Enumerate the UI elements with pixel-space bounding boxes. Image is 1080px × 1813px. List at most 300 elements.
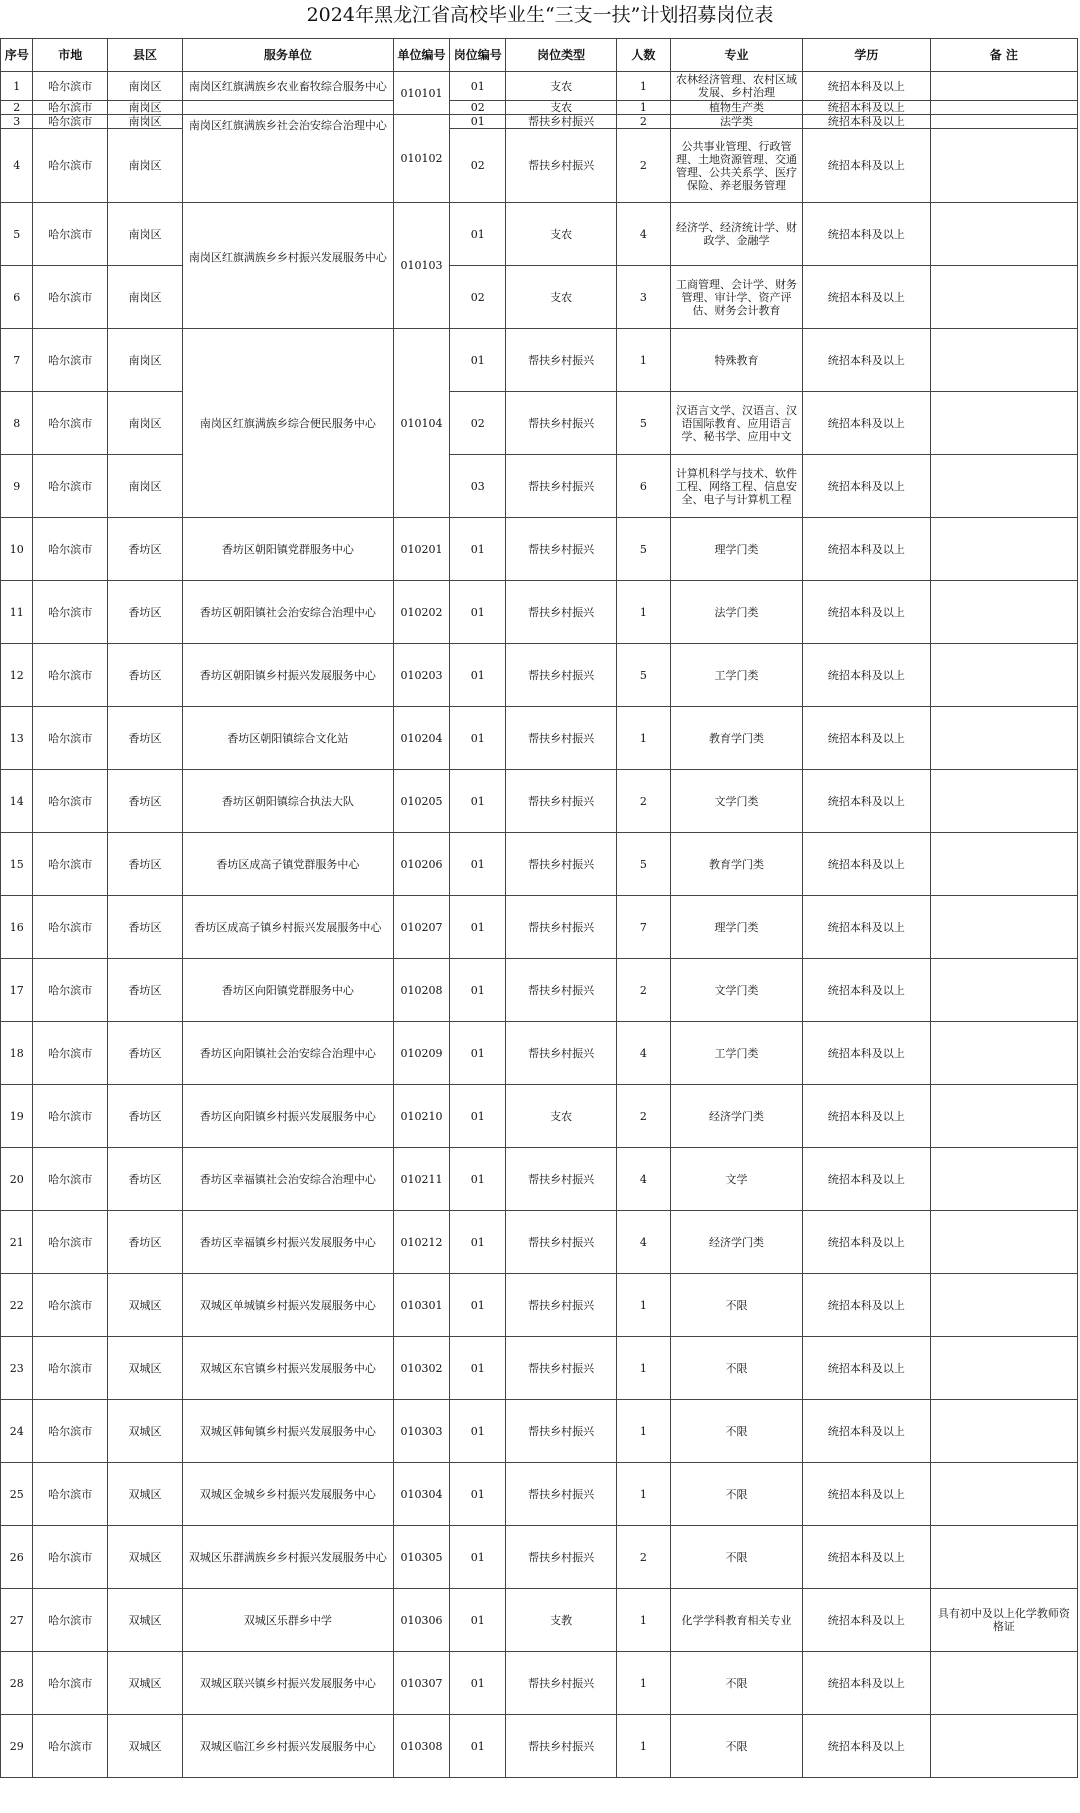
cell-post-code: 03 — [450, 455, 506, 518]
cell-edu: 统招本科及以上 — [802, 896, 930, 959]
cell-post-code: 01 — [450, 203, 506, 266]
cell-count: 5 — [616, 392, 670, 455]
cell-district: 南岗区 — [108, 266, 183, 329]
cell-city: 哈尔滨市 — [33, 1274, 108, 1337]
cell-post-code: 01 — [450, 1148, 506, 1211]
cell-major: 汉语言文学、汉语言、汉语国际教育、应用语言学、秘书学、应用中文 — [670, 392, 802, 455]
cell-district: 双城区 — [108, 1715, 183, 1778]
cell-unit: 香坊区朝阳镇乡村振兴发展服务中心 — [182, 644, 393, 707]
cell-district: 双城区 — [108, 1274, 183, 1337]
cell-count: 2 — [616, 115, 670, 129]
cell-unit-code: 010301 — [393, 1274, 449, 1337]
cell-edu: 统招本科及以上 — [802, 518, 930, 581]
cell-unit: 香坊区向阳镇乡村振兴发展服务中心 — [182, 1085, 393, 1148]
cell-district: 香坊区 — [108, 770, 183, 833]
cell-note — [930, 392, 1077, 455]
cell-count: 1 — [616, 1652, 670, 1715]
cell-district: 双城区 — [108, 1337, 183, 1400]
cell-post-code: 01 — [450, 896, 506, 959]
cell-post-type: 帮扶乡村振兴 — [506, 1400, 616, 1463]
cell-city: 哈尔滨市 — [33, 1589, 108, 1652]
table-row — [1, 329, 1078, 392]
table-body-simple — [1, 518, 1078, 1778]
cell-note — [930, 203, 1077, 266]
cell-note — [930, 518, 1077, 581]
table-row — [1, 1400, 1078, 1463]
table-row — [1, 1274, 1078, 1337]
table-row — [1, 770, 1078, 833]
cell-unit: 双城区东官镇乡村振兴发展服务中心 — [182, 1337, 393, 1400]
cell-edu: 统招本科及以上 — [802, 129, 930, 203]
cell-post-type: 帮扶乡村振兴 — [506, 129, 616, 203]
cell-post-code: 01 — [450, 1085, 506, 1148]
cell-post-type: 帮扶乡村振兴 — [506, 1463, 616, 1526]
cell-post-code: 02 — [450, 101, 506, 115]
table-row — [1, 455, 1078, 518]
cell-major: 公共事业管理、行政管理、土地资源管理、交通管理、公共关系学、医疗保险、养老服务管理 — [670, 129, 802, 203]
cell-count: 6 — [616, 455, 670, 518]
cell-major: 工学门类 — [670, 1022, 802, 1085]
cell-seq: 17 — [1, 959, 33, 1022]
cell-major: 植物生产类 — [670, 101, 802, 115]
cell-post-code: 01 — [450, 72, 506, 101]
cell-edu: 统招本科及以上 — [802, 455, 930, 518]
cell-district: 双城区 — [108, 1526, 183, 1589]
cell-unit-code: 010206 — [393, 833, 449, 896]
cell-major: 工商管理、会计学、财务管理、审计学、资产评估、财务会计教育 — [670, 266, 802, 329]
cell-unit: 香坊区成高子镇乡村振兴发展服务中心 — [182, 896, 393, 959]
cell-district: 香坊区 — [108, 1148, 183, 1211]
cell-seq: 24 — [1, 1400, 33, 1463]
cell-major: 教育学门类 — [670, 707, 802, 770]
cell-unit: 南岗区红旗满族乡乡村振兴发展服务中心 — [182, 203, 393, 329]
cell-post-code: 01 — [450, 1589, 506, 1652]
cell-unit: 双城区金城乡乡村振兴发展服务中心 — [182, 1463, 393, 1526]
cell-major: 经济学门类 — [670, 1085, 802, 1148]
cell-major: 文学 — [670, 1148, 802, 1211]
cell-city: 哈尔滨市 — [33, 959, 108, 1022]
cell-note — [930, 770, 1077, 833]
cell-post-type: 帮扶乡村振兴 — [506, 1274, 616, 1337]
cell-city: 哈尔滨市 — [33, 644, 108, 707]
header-unit: 服务单位 — [182, 39, 393, 72]
cell-post-code: 01 — [450, 581, 506, 644]
cell-unit-code: 010303 — [393, 1400, 449, 1463]
cell-note — [930, 1274, 1077, 1337]
cell-seq: 8 — [1, 392, 33, 455]
cell-post-type: 支农 — [506, 72, 616, 101]
cell-district: 香坊区 — [108, 707, 183, 770]
cell-city: 哈尔滨市 — [33, 581, 108, 644]
cell-note — [930, 644, 1077, 707]
cell-post-type: 支农 — [506, 266, 616, 329]
header-post-code: 岗位编号 — [450, 39, 506, 72]
cell-post-type: 帮扶乡村振兴 — [506, 1652, 616, 1715]
cell-major: 特殊教育 — [670, 329, 802, 392]
cell-district: 香坊区 — [108, 644, 183, 707]
cell-city: 哈尔滨市 — [33, 455, 108, 518]
table-row — [1, 518, 1078, 581]
cell-edu: 统招本科及以上 — [802, 1148, 930, 1211]
cell-unit: 双城区联兴镇乡村振兴发展服务中心 — [182, 1652, 393, 1715]
cell-major: 不限 — [670, 1463, 802, 1526]
cell-city: 哈尔滨市 — [33, 203, 108, 266]
cell-post-code: 01 — [450, 1022, 506, 1085]
cell-city: 哈尔滨市 — [33, 129, 108, 203]
cell-unit: 双城区乐群满族乡乡村振兴发展服务中心 — [182, 1526, 393, 1589]
cell-post-type: 支农 — [506, 1085, 616, 1148]
cell-note — [930, 115, 1077, 129]
cell-major: 工学门类 — [670, 644, 802, 707]
cell-post-code: 01 — [450, 1211, 506, 1274]
table-row — [1, 392, 1078, 455]
cell-unit: 香坊区成高子镇党群服务中心 — [182, 833, 393, 896]
cell-unit: 南岗区红旗满族乡农业畜牧综合服务中心 — [182, 72, 393, 101]
cell-count: 1 — [616, 581, 670, 644]
cell-count: 2 — [616, 129, 670, 203]
cell-note — [930, 1211, 1077, 1274]
cell-note — [930, 266, 1077, 329]
cell-seq: 4 — [1, 129, 33, 203]
table-row — [1, 115, 1078, 129]
cell-note — [930, 329, 1077, 392]
cell-count: 5 — [616, 518, 670, 581]
cell-unit-code: 010101 — [393, 72, 449, 115]
cell-major: 文学门类 — [670, 770, 802, 833]
cell-seq: 12 — [1, 644, 33, 707]
cell-note — [930, 896, 1077, 959]
cell-city: 哈尔滨市 — [33, 833, 108, 896]
cell-city: 哈尔滨市 — [33, 770, 108, 833]
cell-count: 4 — [616, 203, 670, 266]
cell-post-type: 帮扶乡村振兴 — [506, 833, 616, 896]
cell-count: 1 — [616, 1589, 670, 1652]
table-row — [1, 266, 1078, 329]
cell-edu: 统招本科及以上 — [802, 1337, 930, 1400]
cell-note — [930, 1526, 1077, 1589]
cell-post-code: 01 — [450, 1715, 506, 1778]
cell-district: 双城区 — [108, 1463, 183, 1526]
cell-note — [930, 455, 1077, 518]
cell-seq: 28 — [1, 1652, 33, 1715]
cell-seq: 6 — [1, 266, 33, 329]
cell-unit: 双城区临江乡乡村振兴发展服务中心 — [182, 1715, 393, 1778]
cell-district: 香坊区 — [108, 833, 183, 896]
cell-count: 4 — [616, 1148, 670, 1211]
cell-seq: 5 — [1, 203, 33, 266]
cell-city: 哈尔滨市 — [33, 1211, 108, 1274]
cell-post-type: 帮扶乡村振兴 — [506, 1715, 616, 1778]
cell-post-code: 01 — [450, 518, 506, 581]
cell-unit-code: 010208 — [393, 959, 449, 1022]
cell-unit: 双城区韩甸镇乡村振兴发展服务中心 — [182, 1400, 393, 1463]
cell-note — [930, 1400, 1077, 1463]
cell-unit-code: 010202 — [393, 581, 449, 644]
cell-edu: 统招本科及以上 — [802, 770, 930, 833]
cell-post-type: 支农 — [506, 101, 616, 115]
cell-unit-code: 010304 — [393, 1463, 449, 1526]
cell-note — [930, 1148, 1077, 1211]
cell-post-code: 02 — [450, 129, 506, 203]
table-row — [1, 1022, 1078, 1085]
cell-district: 南岗区 — [108, 455, 183, 518]
cell-unit-code: 010211 — [393, 1148, 449, 1211]
cell-seq: 16 — [1, 896, 33, 959]
cell-post-type: 支教 — [506, 1589, 616, 1652]
cell-edu: 统招本科及以上 — [802, 1652, 930, 1715]
cell-note — [930, 101, 1077, 115]
cell-edu: 统招本科及以上 — [802, 1589, 930, 1652]
header-note: 备 注 — [930, 39, 1077, 72]
cell-post-type: 帮扶乡村振兴 — [506, 581, 616, 644]
cell-note — [930, 1337, 1077, 1400]
cell-district: 香坊区 — [108, 1211, 183, 1274]
cell-district: 香坊区 — [108, 581, 183, 644]
cell-unit-code: 010212 — [393, 1211, 449, 1274]
cell-district: 南岗区 — [108, 329, 183, 392]
cell-seq: 19 — [1, 1085, 33, 1148]
table-row — [1, 581, 1078, 644]
cell-unit: 南岗区红旗满族乡社会治安综合治理中心 — [182, 115, 393, 203]
cell-city: 哈尔滨市 — [33, 707, 108, 770]
cell-unit: 香坊区向阳镇社会治安综合治理中心 — [182, 1022, 393, 1085]
cell-post-code: 02 — [450, 392, 506, 455]
header-post-type: 岗位类型 — [506, 39, 616, 72]
cell-seq: 23 — [1, 1337, 33, 1400]
header-seq: 序号 — [1, 39, 33, 72]
cell-note — [930, 129, 1077, 203]
table-row — [1, 1652, 1078, 1715]
cell-count: 4 — [616, 1022, 670, 1085]
header-district: 县区 — [108, 39, 183, 72]
cell-seq: 9 — [1, 455, 33, 518]
cell-post-type: 支农 — [506, 203, 616, 266]
cell-unit-code: 010201 — [393, 518, 449, 581]
cell-city: 哈尔滨市 — [33, 266, 108, 329]
cell-unit: 香坊区朝阳镇综合文化站 — [182, 707, 393, 770]
cell-seq: 10 — [1, 518, 33, 581]
cell-major: 农林经济管理、农村区域发展、乡村治理 — [670, 72, 802, 101]
cell-major: 法学门类 — [670, 581, 802, 644]
cell-post-type: 帮扶乡村振兴 — [506, 644, 616, 707]
cell-district: 南岗区 — [108, 203, 183, 266]
table-row — [1, 1526, 1078, 1589]
cell-seq: 1 — [1, 72, 33, 101]
cell-unit-code: 010203 — [393, 644, 449, 707]
cell-note — [930, 1022, 1077, 1085]
cell-district: 南岗区 — [108, 129, 183, 203]
cell-unit: 香坊区幸福镇乡村振兴发展服务中心 — [182, 1211, 393, 1274]
cell-seq: 13 — [1, 707, 33, 770]
cell-major: 不限 — [670, 1652, 802, 1715]
header-count: 人数 — [616, 39, 670, 72]
cell-edu: 统招本科及以上 — [802, 644, 930, 707]
table-row — [1, 959, 1078, 1022]
cell-seq: 21 — [1, 1211, 33, 1274]
cell-post-type: 帮扶乡村振兴 — [506, 1148, 616, 1211]
cell-post-code: 01 — [450, 1463, 506, 1526]
cell-seq: 29 — [1, 1715, 33, 1778]
cell-city: 哈尔滨市 — [33, 1085, 108, 1148]
cell-post-code: 01 — [450, 1337, 506, 1400]
cell-note — [930, 707, 1077, 770]
cell-major: 不限 — [670, 1715, 802, 1778]
cell-count: 2 — [616, 959, 670, 1022]
header-major: 专业 — [670, 39, 802, 72]
cell-unit: 双城区乐群乡中学 — [182, 1589, 393, 1652]
cell-city: 哈尔滨市 — [33, 1652, 108, 1715]
header-edu: 学历 — [802, 39, 930, 72]
cell-count: 1 — [616, 1400, 670, 1463]
table-row — [1, 101, 1078, 115]
cell-seq: 3 — [1, 115, 33, 129]
cell-city: 哈尔滨市 — [33, 1022, 108, 1085]
cell-city: 哈尔滨市 — [33, 518, 108, 581]
cell-edu: 统招本科及以上 — [802, 833, 930, 896]
cell-post-code: 01 — [450, 959, 506, 1022]
cell-unit-code: 010102 — [393, 115, 449, 203]
cell-unit-code: 010209 — [393, 1022, 449, 1085]
cell-edu: 统招本科及以上 — [802, 1463, 930, 1526]
cell-unit: 香坊区朝阳镇党群服务中心 — [182, 518, 393, 581]
cell-post-type: 帮扶乡村振兴 — [506, 455, 616, 518]
cell-district: 南岗区 — [108, 115, 183, 129]
table-row — [1, 1337, 1078, 1400]
cell-seq: 14 — [1, 770, 33, 833]
cell-district: 双城区 — [108, 1589, 183, 1652]
cell-major: 理学门类 — [670, 896, 802, 959]
table-row — [1, 833, 1078, 896]
cell-edu: 统招本科及以上 — [802, 1085, 930, 1148]
cell-unit-code: 010103 — [393, 203, 449, 329]
cell-post-code: 01 — [450, 770, 506, 833]
cell-district: 南岗区 — [108, 72, 183, 101]
cell-unit: 香坊区幸福镇社会治安综合治理中心 — [182, 1148, 393, 1211]
cell-count: 1 — [616, 329, 670, 392]
cell-city: 哈尔滨市 — [33, 1463, 108, 1526]
cell-city: 哈尔滨市 — [33, 896, 108, 959]
table-row — [1, 1463, 1078, 1526]
cell-count: 2 — [616, 770, 670, 833]
cell-post-code: 01 — [450, 1274, 506, 1337]
cell-post-type: 帮扶乡村振兴 — [506, 518, 616, 581]
cell-unit: 南岗区红旗满族乡综合便民服务中心 — [182, 329, 393, 518]
recruitment-table — [0, 38, 1078, 1778]
page-title: 2024年黑龙江省高校毕业生“三支一扶”计划招募岗位表 — [306, 4, 774, 26]
cell-count: 1 — [616, 101, 670, 115]
cell-count: 7 — [616, 896, 670, 959]
cell-major: 教育学门类 — [670, 833, 802, 896]
cell-major: 不限 — [670, 1526, 802, 1589]
table-row — [1, 203, 1078, 266]
table-row — [1, 644, 1078, 707]
cell-city: 哈尔滨市 — [33, 72, 108, 101]
cell-city: 哈尔滨市 — [33, 101, 108, 115]
cell-count: 4 — [616, 1211, 670, 1274]
cell-edu: 统招本科及以上 — [802, 1526, 930, 1589]
header-city: 市地 — [33, 39, 108, 72]
cell-city: 哈尔滨市 — [33, 1400, 108, 1463]
table-row — [1, 1211, 1078, 1274]
cell-note — [930, 581, 1077, 644]
cell-city: 哈尔滨市 — [33, 1337, 108, 1400]
cell-edu: 统招本科及以上 — [802, 1211, 930, 1274]
table-row — [1, 1589, 1078, 1652]
cell-unit-code: 010302 — [393, 1337, 449, 1400]
cell-unit-code: 010305 — [393, 1526, 449, 1589]
cell-unit-code: 010307 — [393, 1652, 449, 1715]
table-row — [1, 707, 1078, 770]
cell-major: 法学类 — [670, 115, 802, 129]
cell-count: 1 — [616, 1337, 670, 1400]
cell-major: 计算机科学与技术、软件工程、网络工程、信息安全、电子与计算机工程 — [670, 455, 802, 518]
cell-district: 香坊区 — [108, 1022, 183, 1085]
cell-edu: 统招本科及以上 — [802, 329, 930, 392]
cell-edu: 统招本科及以上 — [802, 707, 930, 770]
table-row — [1, 1715, 1078, 1778]
cell-seq: 11 — [1, 581, 33, 644]
cell-district: 香坊区 — [108, 896, 183, 959]
cell-post-type: 帮扶乡村振兴 — [506, 1022, 616, 1085]
cell-count: 2 — [616, 1526, 670, 1589]
cell-post-code: 01 — [450, 833, 506, 896]
cell-edu: 统招本科及以上 — [802, 1715, 930, 1778]
table-row — [1, 72, 1078, 101]
cell-count: 1 — [616, 1274, 670, 1337]
cell-major: 不限 — [670, 1274, 802, 1337]
table-row — [1, 129, 1078, 203]
cell-count: 1 — [616, 1463, 670, 1526]
cell-seq: 15 — [1, 833, 33, 896]
cell-city: 哈尔滨市 — [33, 1715, 108, 1778]
cell-unit: 香坊区朝阳镇社会治安综合治理中心 — [182, 581, 393, 644]
cell-unit-code: 010210 — [393, 1085, 449, 1148]
cell-district: 双城区 — [108, 1400, 183, 1463]
cell-major: 化学学科教育相关专业 — [670, 1589, 802, 1652]
cell-major: 理学门类 — [670, 518, 802, 581]
cell-unit-code: 010207 — [393, 896, 449, 959]
cell-seq: 7 — [1, 329, 33, 392]
cell-post-type: 帮扶乡村振兴 — [506, 959, 616, 1022]
cell-count: 1 — [616, 1715, 670, 1778]
cell-note — [930, 1463, 1077, 1526]
cell-edu: 统招本科及以上 — [802, 581, 930, 644]
cell-edu: 统招本科及以上 — [802, 266, 930, 329]
cell-edu: 统招本科及以上 — [802, 1274, 930, 1337]
cell-post-type: 帮扶乡村振兴 — [506, 1211, 616, 1274]
table-row — [1, 1085, 1078, 1148]
cell-district: 南岗区 — [108, 101, 183, 115]
cell-note — [930, 959, 1077, 1022]
cell-edu: 统招本科及以上 — [802, 392, 930, 455]
cell-count: 5 — [616, 833, 670, 896]
cell-post-type: 帮扶乡村振兴 — [506, 770, 616, 833]
cell-city: 哈尔滨市 — [33, 392, 108, 455]
cell-note — [930, 72, 1077, 101]
cell-seq: 2 — [1, 101, 33, 115]
cell-city: 哈尔滨市 — [33, 329, 108, 392]
cell-count: 5 — [616, 644, 670, 707]
cell-post-type: 帮扶乡村振兴 — [506, 1337, 616, 1400]
cell-major: 经济学、经济统计学、财政学、金融学 — [670, 203, 802, 266]
cell-post-code: 01 — [450, 707, 506, 770]
cell-count: 1 — [616, 707, 670, 770]
cell-unit-code: 010204 — [393, 707, 449, 770]
cell-post-code: 01 — [450, 1400, 506, 1463]
cell-district: 香坊区 — [108, 518, 183, 581]
cell-post-code: 01 — [450, 329, 506, 392]
table-row — [1, 1148, 1078, 1211]
